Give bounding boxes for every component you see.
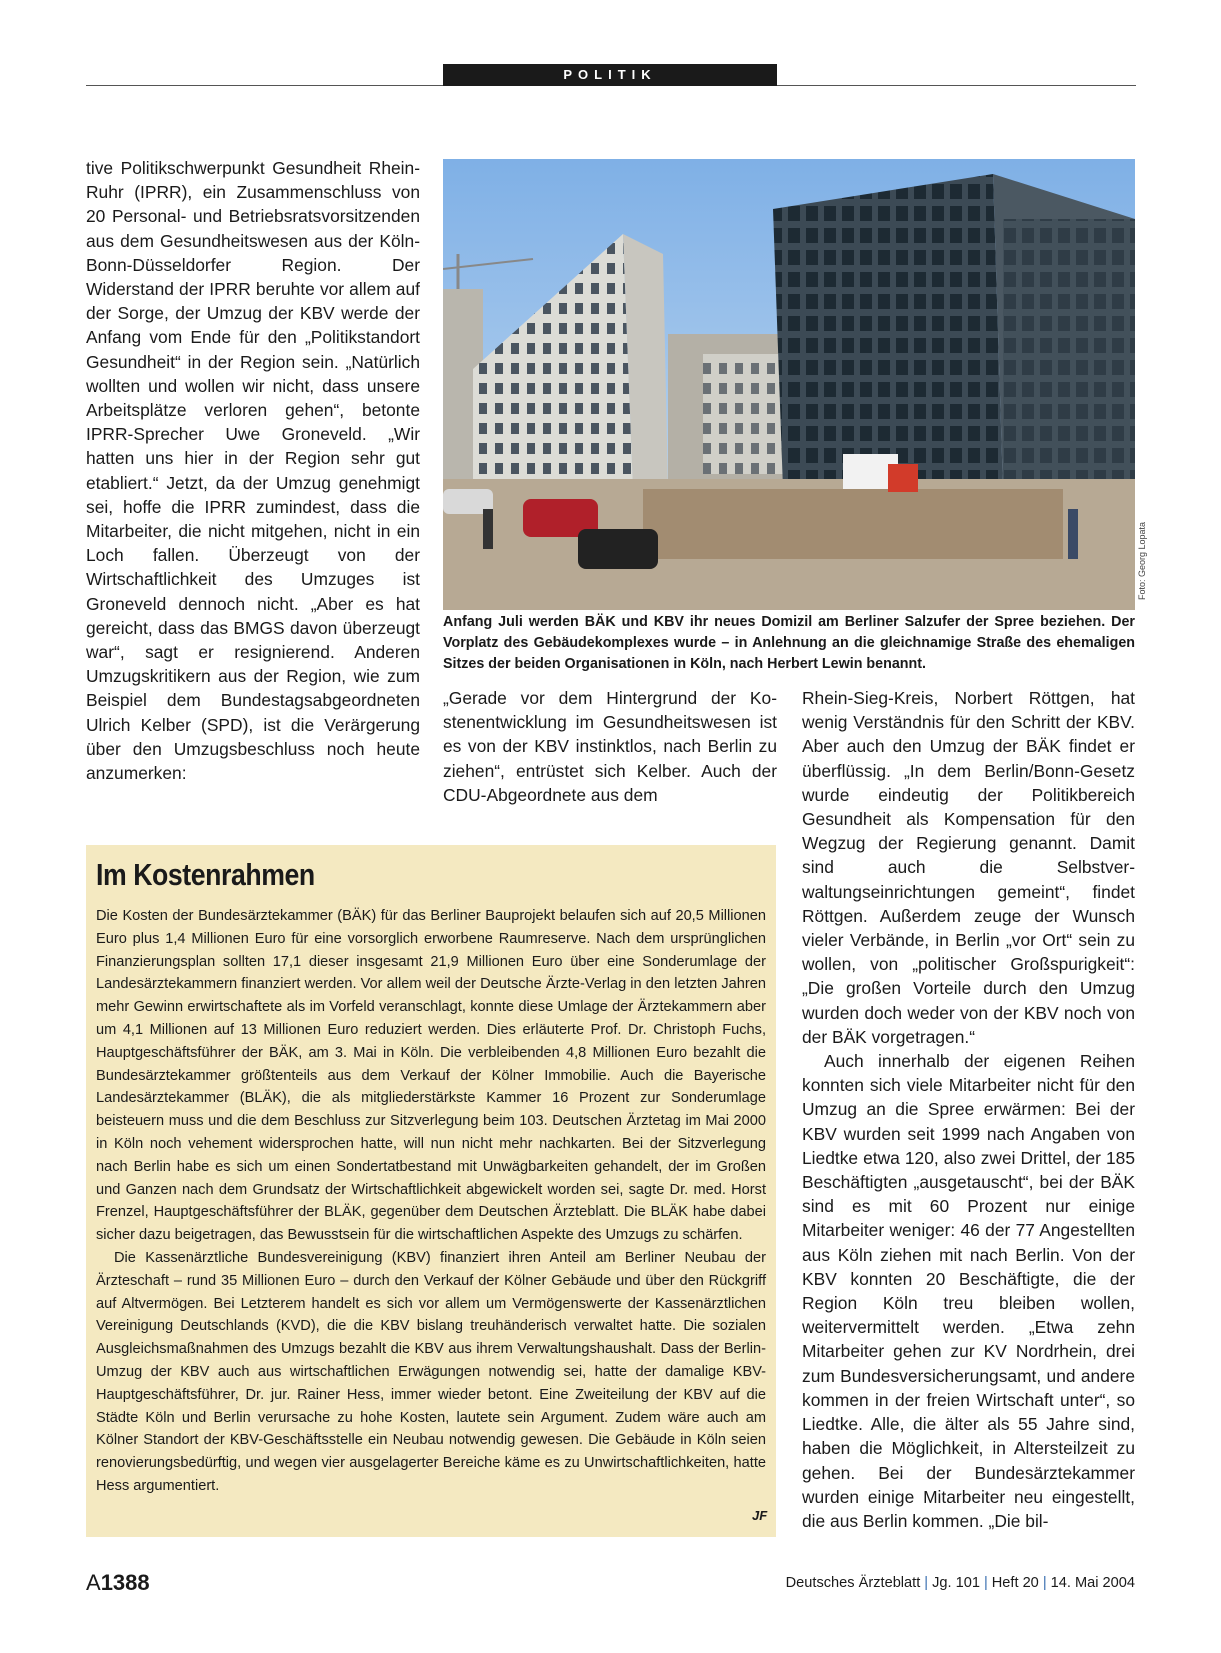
page-prefix: A <box>86 1570 101 1595</box>
journal-info <box>786 1575 1135 1591</box>
info-box-title: Im Kostenrahmen <box>96 857 315 892</box>
page-number-value: 1388 <box>100 1570 150 1595</box>
column-3 <box>802 686 1135 1533</box>
info-box-paragraph-2: Die Kassenärztliche Bundesvereinigung (KBV) finanziert ihren Anteil am Berliner Neubau der Ärzteschaft – rund 35 Millionen Euro – durch den Verkauf der Kölner Gebäude und über den Rückgriff auf Altvermögen. Bei Letzterem handelt es sich vor allem um Vermögenswerte der Kassenärztlichen Vereinigung Deutschlands (KVD), die die KBV bislang treuhänderisch verwaltet hatte. Die sozialen Ausgleichsmaßnahmen des Umzugs bezahlt die KBV aus ihrem Verwaltungshaushalt. Dass der Berlin-Umzug der KBV auch aus wirtschaftlichen Erwägungen notwendig sei, hatte der damalige KBV-Hauptgeschäftsführer, Dr. jur. Rainer Hess, immer wieder betont. Eine Zweiteilung der KBV auf die Städte Köln und Berlin verursache zu hohe Kosten, lautete sein Argument. Zudem wäre auch am Kölner Standort der KBV-Geschäftsstelle ein Neubau notwendig gewesen. Die Gebäude in Köln seien renovierungsbedürftig, und wegen vier ausgelagerter Bereiche käme es zu Unwirtschaftlichkeiten, hatte Hess argumentiert. <box>96 1249 766 1494</box>
info-box-body <box>96 905 766 1498</box>
column-2-paragraph: „Gerade vor dem Hintergrund der Kostenentwicklung im Gesundheitswesen ist es von der KBV instinktlos, nach Berlin zu ziehen“, entrüstet sich Kelber. Auch der CDU-Abgeordnete aus dem <box>443 688 777 805</box>
footer-separator: | <box>983 1575 988 1591</box>
column-3-paragraph-2: Auch innerhalb der eigenen Reihen konnten sich viele Mitarbeiter nicht für den Umzug an die Spree erwärmen: Bei der KBV wurden seit 1999 nach Angaben von Liedtke etwa 120, also zwei Drittel, der 185 Beschäftigten „ausgetauscht“, bei der BÄK sind es mit 60 Prozent nur einige Mitarbeiter weniger: 46 der 77 Angestellten aus Köln ziehen mit nach Berlin. Von der KBV konnten 20 Beschäftigte, die der Region Köln treu bleiben wollen, weitervermittelt werden. „Etwa zehn Mitarbeiter gehen zur KV Nordrhein, drei zum Bundesversicherungsamt, und andere kommen in der freien Wirtschaft unter“, so Liedtke. Alle, die älter als 55 Jahre sind, haben die Möglichkeit, in Altersteilzeit zu gehen. Bei der Bundesärztekammer wurden einige Mitarbeiter neu eingestellt, die aus Berlin kommen. „Die bil- <box>802 1051 1135 1531</box>
section-label: POLITIK <box>443 64 777 86</box>
info-box-paragraph-1: Die Kosten der Bundesärztekammer (BÄK) für das Berliner Bauprojekt belaufen sich auf 20,5 Millionen Euro plus 1,4 Millionen Euro für eine vorsorglich erworbene Raumreserve. Nach dem ursprünglichen Finanzierungsplan sollten 17,1 dieser insgesamt 21,9 Millionen Euro über eine Sonderumlage der Landesärztekammern finanziert werden. Vor allem weil der Deutsche Ärzte-Verlag in den letzten Jahren mehr Gewinn erwirtschaftete als im Vorfeld veranschlagt, konnte diese Umlage der Ärztekammern aber um 4,1 Millionen auf 13 Millionen Euro reduziert werden. Dies erläuterte Prof. Dr. Christoph Fuchs, Hauptgeschäftsführer der BÄK, am 3. Mai in Köln. Die verbleibenden 4,8 Millionen Euro bezahlt die Bundesärztekammer größtenteils aus dem Verkauf der Kölner Immobilie. Auch die Bayerische Landesärztekammer (BLÄK), die als mitgliederstärkste Kammer 16 Prozent zur Sonderumlage beisteuern muss und die dem Beschluss zur Sitzverlegung beim 103. Deutschen Ärztetag im Mai 2000 in Köln noch vehement widersprochen hatte, will nun nicht mehr nachkarten. Bei der Sitzverlegung nach Berlin habe es sich um einen Sondertatbestand mit Unwägbarkeiten gehandelt, der im Großen und Ganzen nach dem Grundsatz der Wirtschaftlichkeit abgewickelt worden sei, sagte Dr. med. Horst Frenzel, Hauptgeschäftsführer der BLÄK, gegenüber dem Deutschen Ärzteblatt. Die BLÄK habe dabei sicher dazu beigetragen, das Bewusstsein für die wirtschaftlichen Aspekte des Umzugs zu schärfen. <box>96 908 766 1244</box>
journal-name: Deutsches Ärzteblatt <box>785 1575 921 1591</box>
journal-date: 14. Mai 2004 <box>1050 1575 1135 1591</box>
column-3-paragraph-1: Rhein-Sieg-Kreis, Norbert Röttgen, hat wenig Verständnis für den Schritt der KBV. Aber auch den Umzug der BÄK findet er überflüssig. „In dem Berlin/​Bonn-Gesetz wurde eindeutig der Politikbereich Gesundheit als Kompensation für den Wegzug der Regierung genannt. Damit sind auch die Selbstverwaltungseinrichtungen gemeint“, findet Röttgen. Außerdem zeuge der Wunsch vieler Verbände, in Berlin „vor Ort“ sein zu wollen, von „politischer Großspurigkeit“: „Die großen Vorteile durch den Umzug wurden doch weder von der KBV noch von der BÄK vorgetragen.“ <box>802 688 1135 1047</box>
footer-separator: | <box>1042 1575 1047 1591</box>
author-initials: JF <box>752 1508 768 1523</box>
column-1-paragraph: tive Politikschwerpunkt Gesundheit Rhein-Ruhr (IPRR), ein Zusammenschluss von 20 Personal- und Betriebsratsvorsitzenden aus dem Gesundheitswesen aus der Köln-Bonn-Düsseldorfer Region. Der Widerstand der IPRR beruhte vor allem auf der Sorge, der Umzug der KBV werde der Anfang vom Ende für den „Politikstandort Gesundheit“ in der Region sein. „Natürlich wollten und wollen wir nicht, dass unsere Arbeitsplätze verloren gehen“, betonte IPRR-Sprecher Uwe Groneveld. „Wir hatten uns hier in der Region sehr gut etabliert.“ Jetzt, da der Umzug genehmigt sei, hoffe die IPRR zumindest, dass die Mitarbeiter, die nicht mitgehen, nicht in ein Loch fallen. Überzeugt von der Wirtschaftlichkeit des Umzuges ist Groneveld dennoch nicht. „Aber es hat gereicht, dass das BMGS davon überzeugt war“, sagt er resignierend. Anderen Umzugskritikern aus der Region, wie zum Beispiel dem Bundestagsabgeordneten Ulrich Kelber (SPD), ist die Verärgerung über den Umzugsbeschluss noch heute anzumerken: <box>86 158 420 784</box>
journal-volume: Jg. 101 <box>932 1575 980 1591</box>
building-photo <box>443 159 1135 610</box>
journal-issue: Heft 20 <box>991 1575 1039 1591</box>
column-1 <box>86 156 420 785</box>
column-2 <box>443 686 777 807</box>
footer-separator: | <box>924 1575 929 1591</box>
page-number <box>86 1570 150 1596</box>
photo-caption: Anfang Juli werden BÄK und KBV ihr neues Domizil am Berliner Salzufer der Spree beziehen. Der Vorplatz des Gebäudekomplexes wurde – in Anlehnung an die gleichnamige Straße des ehemaligen Sitzes der beiden Organisationen in Köln, nach Herbert Lewin benannt. <box>443 614 1135 672</box>
photo-credit: Foto: Georg Lopata <box>1137 521 1147 600</box>
